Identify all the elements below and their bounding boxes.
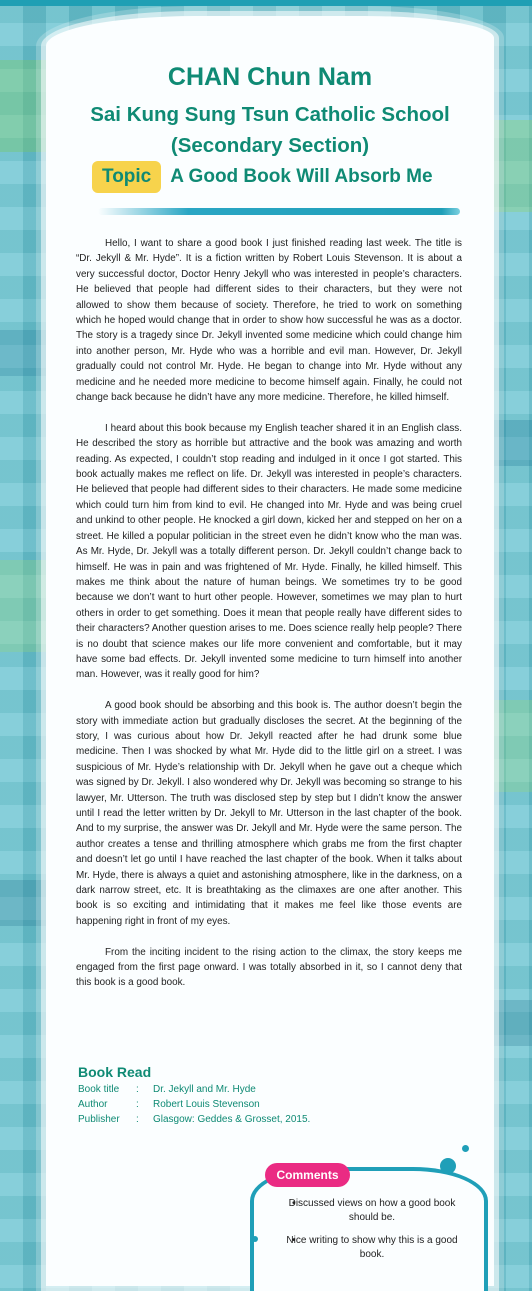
school-name — [46, 99, 494, 161]
book-info-value: Dr. Jekyll and Mr. Hyde — [153, 1084, 256, 1095]
topic-title: A Good Book Will Absorb Me — [170, 166, 433, 187]
comments-label: Comments — [265, 1163, 350, 1187]
book-info-label: Author — [78, 1099, 108, 1110]
school-line-1: Sai Kung Sung Tsun Catholic School — [90, 103, 450, 126]
book-read-section — [78, 1064, 458, 1127]
book-info-value: Robert Louis Stevenson — [153, 1099, 260, 1110]
article-paragraph: Hello, I want to share a good book I just finished reading last week. The title is “Dr. Jekyll & Mr. Hyde”. It is a fiction written by Robert Louis Stevenson. It is about a very successful doctor, Doctor Henry Jekyll who was interested in people’s characters. He believed that people had different sides to their characters, but they were not allowed to show them because of society. Therefore, he tried to work on something which he hoped would change that in order to show how successful he was as a doctor. The story is a tragedy since Dr. Jekyll invented some medicine which could change him into another person, Mr. Hyde who was a horrible and evil man. However, Dr. Jekyll gradually could not control Mr. Hyde. He began to change into Mr. Hyde without any medicine and he needed more medicine to become himself again. Finally, he could not change back because he didn’t have any more medicine. Therefore, he killed himself. — [76, 238, 462, 404]
school-line-2: (Secondary Section) — [170, 134, 370, 157]
article-paragraph: A good book should be absorbing and this book is. The author doesn’t begin the story with immediate action but gradually discloses the secret. At the beginning of the story, I was curious about how Dr. Jekyll reacted after he had drunk some blue medicine. Then I was shocked by what Mr. Hyde did to the little girl on a street. I was suspicious of Mr. Hyde’s relationship with Dr. Jekyll when he gave out a cheque which was signed by Dr. Jekyll. I also wondered why Dr. Jekyll was becoming so strange to his lawyer, Mr. Utterson. The truth was disclosed step by step but I didn’t know the answer until I read the letter written by Dr. Jekyll to Mr. Utterson in the last chapter of the book. And to my surprise, the answer was Dr. Jekyll and Mr. Hyde were the same person. The author creates a tense and thrilling atmosphere which grabs me from the first chapter and doesn’t let go until I have reached the last chapter of the book. When it talks about Mr. Hyde, there is always a quiet and astonishing atmosphere, like in the darkness, on a dark narrow street, etc. It is breathtaking as the climaxes are one after another. This book is so exciting and intimidating that it makes me feel like those events are happening right in front of my eyes. — [76, 700, 462, 927]
bg-tile — [0, 330, 46, 376]
book-info-colon: : — [136, 1114, 139, 1125]
decorative-dot — [252, 1236, 258, 1242]
book-info-label: Publisher — [78, 1114, 120, 1125]
article-paragraph: From the inciting incident to the rising action to the climax, the story keeps me engaged from the first page onward. I was totally absorbed in it, so I cannot deny that this book is a good book. — [76, 946, 462, 989]
book-info-label: Book title — [78, 1084, 120, 1095]
bg-tile — [0, 880, 46, 926]
top-accent-bar — [0, 0, 532, 6]
decorative-dot — [440, 1158, 456, 1174]
bg-tile — [494, 420, 532, 466]
bg-tile — [494, 120, 532, 212]
book-info-row — [78, 1112, 458, 1127]
comment-item: • Nice writing to show why this is a good book. — [282, 1234, 462, 1262]
book-info-row — [78, 1097, 458, 1112]
topic-line — [92, 160, 433, 194]
bg-tile — [494, 1000, 532, 1046]
bg-tile — [494, 700, 532, 792]
bg-tile — [0, 60, 46, 152]
book-read-heading: Book Read — [78, 1064, 152, 1080]
book-info-colon: : — [136, 1084, 139, 1095]
title-divider — [98, 208, 460, 215]
bg-tile — [0, 560, 46, 652]
comments-list — [282, 1197, 462, 1271]
article-body — [76, 236, 462, 1006]
comment-item: • Discussed views on how a good book should be. — [282, 1197, 462, 1225]
author-name: CHAN Chun Nam — [167, 63, 373, 91]
book-info-value: Glasgow: Geddes & Grosset, 2015. — [153, 1114, 311, 1125]
topic-badge: Topic — [92, 161, 161, 193]
book-info-colon: : — [136, 1099, 139, 1110]
book-info-row — [78, 1082, 458, 1097]
article-paragraph: I heard about this book because my English teacher shared it in an English class. He described the story as horrible but attractive and the book was amazing and worth reading. As expected, I couldn’t stop reading and indulged in it once I got started. This book actually makes me reflect on life. Dr. Jekyll was interested in people’s characters. He believed that people had different sides to their characters. He made some medicine which could turn him from kind to evil. He changed into Mr. Hyde and was being cruel and unkind to other people. He knocked a girl down, kicked her and stepped on her on a street. He killed a popular politician in the street even he didn’t know who the man was. As Mr. Hyde, Dr. Jekyll was a totally different person. Dr. Jekyll couldn’t change back to himself. He was in pain and was frightened of Mr. Hyde. Finally, he killed himself. This makes me think about the nature of human beings. We sometimes try to be good because we don’t want to hurt other people. However, sometimes we may plan to hurt others in order to get something. Does it mean that people really have different sides to their characters? Another question arises to me. Does science really help people? There is no doubt that science makes our life more convenient and comfortable, but it may have some bad effects. Dr. Jekyll invented some medicine to turn himself into another man. However, was it really good for him? — [76, 422, 462, 681]
decorative-dot — [462, 1145, 469, 1152]
